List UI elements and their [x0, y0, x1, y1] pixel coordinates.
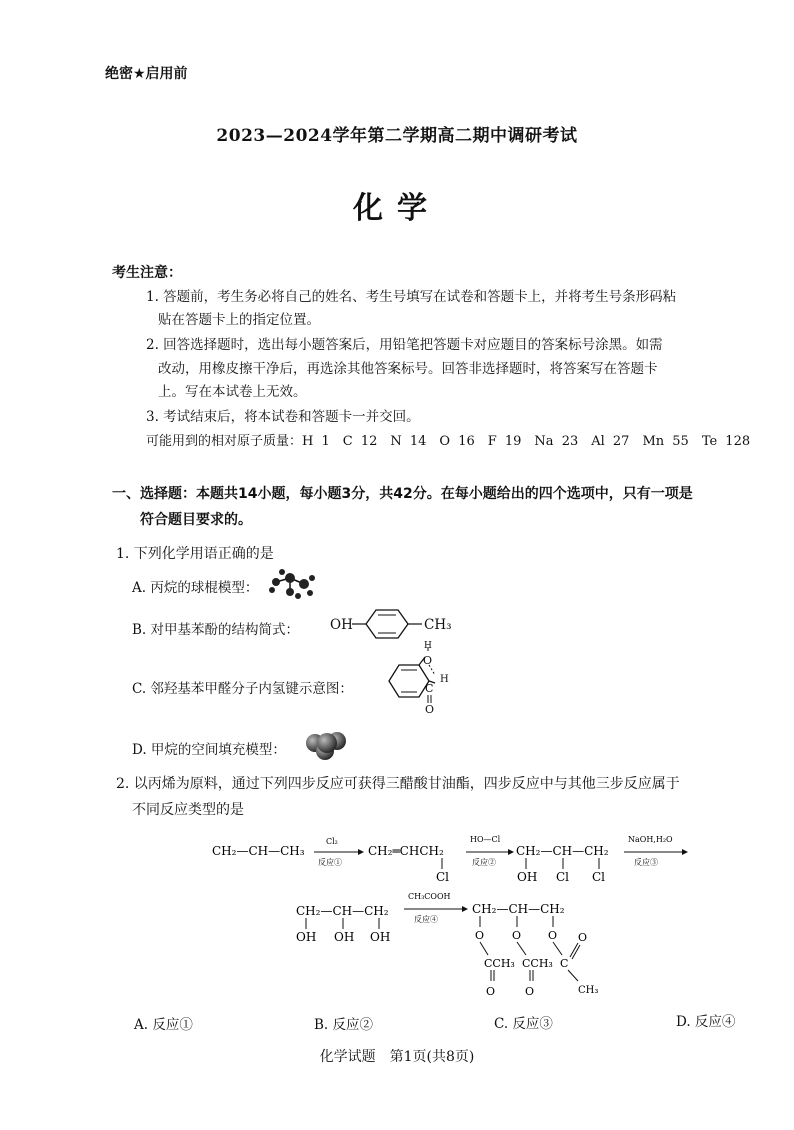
q2-option-d: D. 反应④	[676, 1014, 736, 1030]
b-formula-ch3: CH₃	[424, 617, 452, 633]
ester-co-3: O	[578, 931, 588, 944]
chlorohydrin-sub-2: Cl	[556, 870, 570, 884]
glycerol-formula: CH₂—CH—CH₂	[296, 904, 389, 918]
section-line: 一、选择题：本题共14小题，每小题3分，共42分。在每小题给出的四个选项中，只有一项是	[112, 486, 693, 502]
c-label-h-right: H	[440, 674, 449, 685]
q1-option-c: C. 邻羟基苯甲醛分子内氢键示意图：	[132, 681, 353, 697]
section-heading	[112, 481, 762, 533]
ester-co-2: O	[525, 985, 535, 998]
q1-option-d: D. 甲烷的空间填充模型：	[132, 742, 286, 758]
propene-formula: CH₂—CH—CH₃	[212, 844, 305, 858]
b-formula-oh: OH	[330, 617, 353, 633]
ester-acyl-2: CCH₃	[522, 957, 553, 970]
q2-option-b: B. 反应②	[314, 1017, 374, 1033]
r4-reagent: CH₃COOH	[408, 892, 451, 901]
glycerol-sub-1: OH	[296, 930, 317, 944]
c-label-o-bottom: O	[425, 703, 435, 716]
r3-reagent: NaOH,H₂O	[628, 835, 673, 844]
question-1-stem: 1. 下列化学用语正确的是	[116, 546, 274, 562]
r2-label: 反应②	[472, 858, 496, 867]
ester-co-1: O	[486, 985, 496, 998]
c-label-c: C	[425, 682, 434, 695]
section-line: 符合题目要求的。	[140, 512, 252, 528]
c-label-h-top: H	[424, 641, 432, 651]
q2-option-a: A. 反应①	[134, 1017, 193, 1033]
allyl-chloride-cl: Cl	[436, 870, 450, 884]
notice-heading: 考生注意：	[112, 265, 182, 281]
notice-item: 2. 回答选择题时，选出每小题答案后，用铅笔把答题卡对应题目的答案标号涂黑。如需	[146, 337, 663, 353]
notice-item: 改动，用橡皮擦干净后，再选涂其他答案标号。回答非选择题时，将答案写在答题卡	[158, 361, 658, 377]
q1-option-b: B. 对甲基苯酚的结构简式：	[132, 622, 300, 638]
notice-item: 上。写在本试卷上无效。	[158, 384, 307, 400]
q2-option-c: C. 反应③	[494, 1016, 553, 1032]
page-footer: 化学试题 第1页(共8页)	[319, 1049, 475, 1065]
exam-title: 2023—2024学年第二学期高二期中调研考试	[216, 126, 578, 146]
notice-item: 贴在答题卡上的指定位置。	[158, 312, 320, 328]
r1-label: 反应①	[318, 858, 342, 867]
notice-item: 3. 考试结束后，将本试卷和答题卡一并交回。	[146, 409, 420, 425]
atomic-masses: 可能用到的相对原子质量：H 1 C 12 N 14 O 16 F 19 Na 23 Al 27 Mn 55 Te 128	[146, 434, 751, 449]
r1-reagent: Cl₂	[326, 837, 338, 846]
glycerol-sub-2: OH	[334, 930, 355, 944]
question-2-stem-cont: 不同反应类型的是	[132, 802, 244, 818]
benzene-ring-icon	[352, 606, 424, 642]
question-2-stem: 2. 以丙烯为原料，通过下列四步反应可获得三醋酸甘油酯，四步反应中与其他三步反应属于	[116, 776, 680, 792]
r2-reagent: HO—Cl	[470, 835, 501, 844]
triacetin-backbone: CH₂—CH—CH₂	[472, 902, 565, 916]
propane-ball-stick-icon	[268, 566, 320, 600]
ester-o-1: O	[475, 929, 485, 942]
ester-o-3: O	[548, 929, 558, 942]
q1-option-a: A. 丙烷的球棍模型：	[132, 580, 259, 596]
glycerol-sub-3: OH	[370, 930, 391, 944]
chlorohydrin-sub-3: Cl	[592, 870, 606, 884]
notice-item: 1. 答题前，考生务必将自己的姓名、考生号填写在试卷和答题卡上，并将考生号条形码粘	[146, 289, 677, 305]
chlorohydrin-sub-1: OH	[517, 870, 538, 884]
methane-space-filling-icon	[305, 729, 349, 761]
ester-o-2: O	[512, 929, 522, 942]
allyl-chloride-formula: CH₂═CHCH₂	[368, 844, 444, 858]
chlorohydrin-formula: CH₂—CH—CH₂	[516, 844, 609, 858]
ester-acyl-1: CCH₃	[484, 957, 515, 970]
reaction-scheme	[210, 825, 750, 1005]
subject-title: 化学	[353, 191, 441, 226]
r4-label: 反应④	[414, 915, 438, 924]
ester-tail-ch3: CH₃	[578, 985, 599, 996]
r3-label: 反应③	[634, 858, 658, 867]
confidential-label: 绝密★启用前	[105, 66, 188, 82]
ester-acyl-3: C	[560, 957, 569, 970]
c-label-o-top: O	[423, 654, 433, 667]
